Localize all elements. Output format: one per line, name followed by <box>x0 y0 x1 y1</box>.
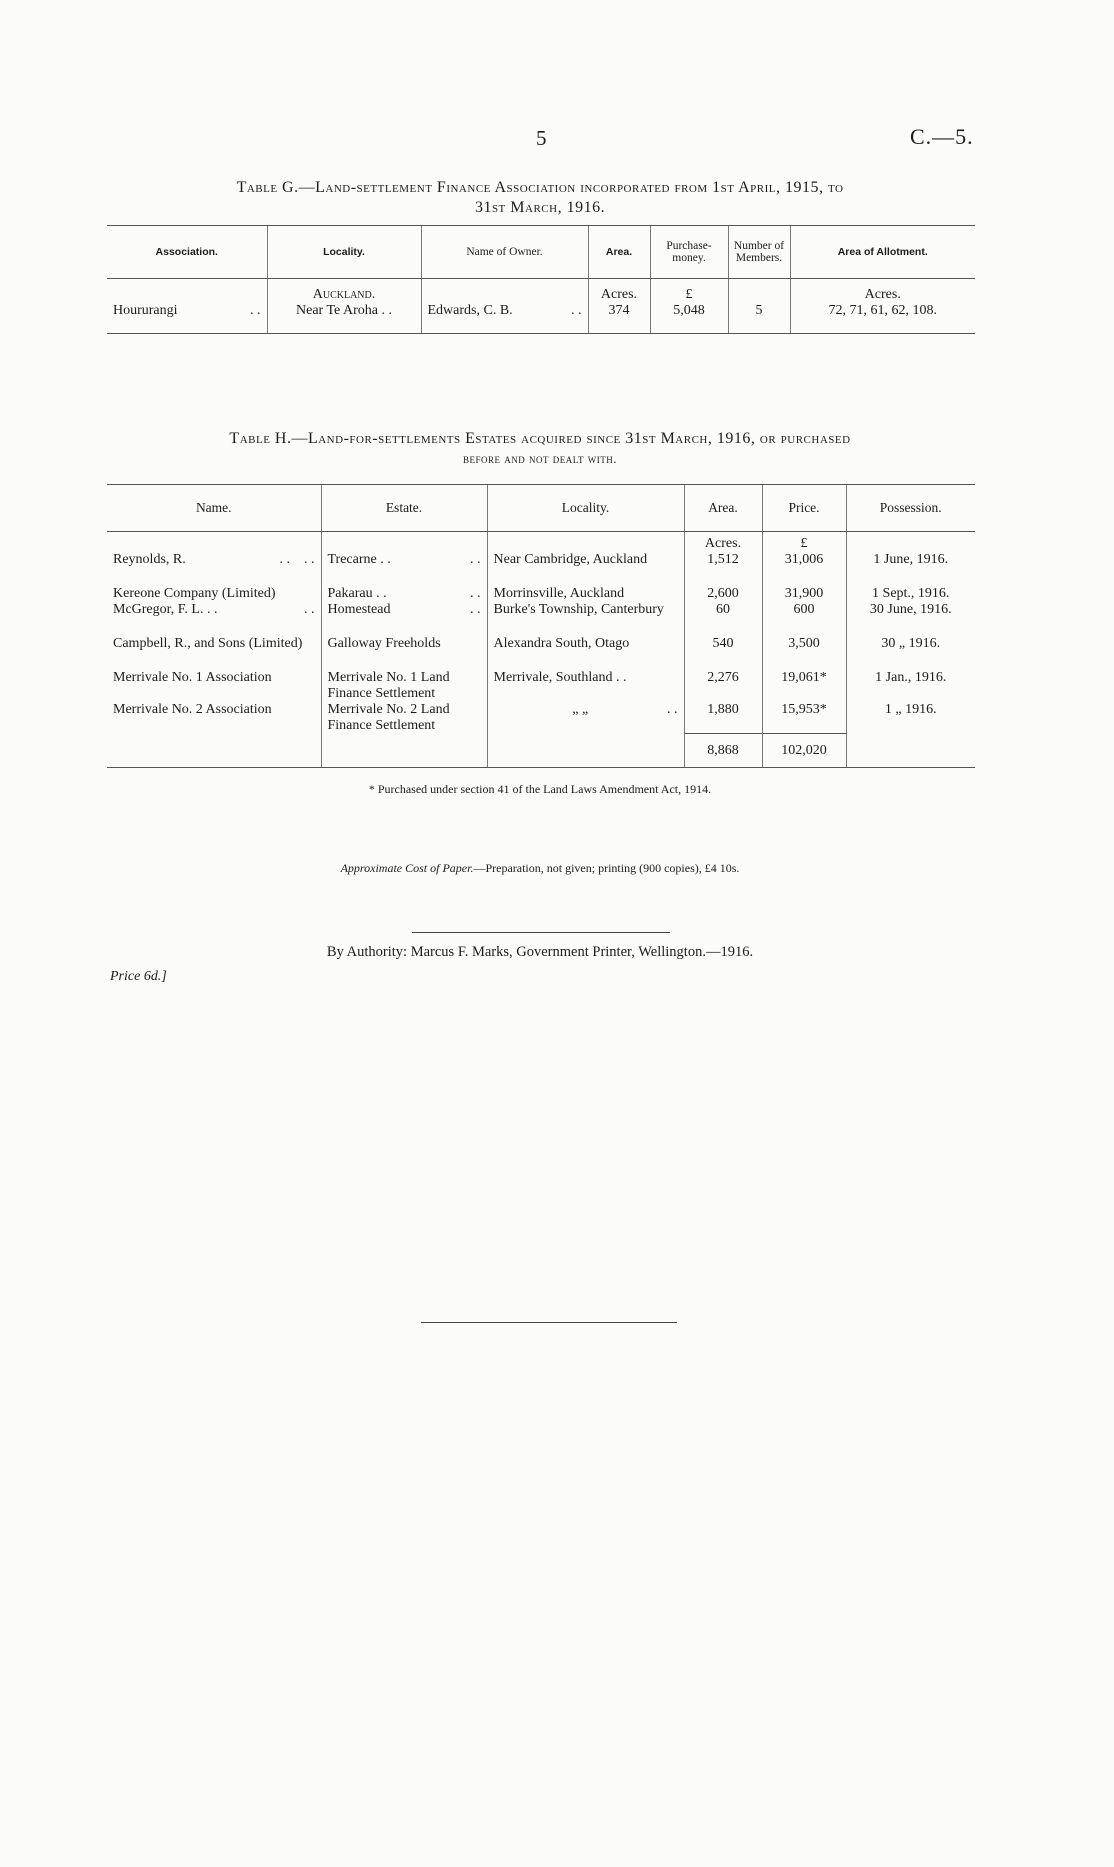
col-header-locality: Locality. <box>267 226 421 279</box>
table-row <box>107 279 975 334</box>
cell-price: 3,500 <box>762 636 846 670</box>
cell-possession: 1 Jan., 1916. <box>846 670 975 702</box>
col-header-name: Name. <box>107 485 321 532</box>
divider <box>412 932 670 933</box>
cell-possession: 1 June, 1916. <box>846 552 975 586</box>
table-h-caption-line1: Table H.—Land-for-settlements Estates acquired since 31st March, 1916, or purchased <box>229 430 851 447</box>
cost-label: Approximate Cost of Paper. <box>340 861 474 875</box>
cell-possession: 1 Sept., 1916. <box>846 586 975 602</box>
cell-area: 2,276 <box>684 670 762 702</box>
printer-authority: By Authority: Marcus F. Marks, Government Printer, Wellington.—1916. <box>326 944 754 960</box>
cell-estate: Merrivale No. 1 Land Finance Settlement <box>321 670 487 702</box>
table-row <box>107 636 975 670</box>
price-unit: £ <box>762 532 846 552</box>
table-h-caption-line2: before and not dealt with. <box>463 451 617 466</box>
total-price: 102,020 <box>762 734 846 768</box>
table-row <box>107 702 975 734</box>
table-row <box>107 552 975 586</box>
area-unit: Acres. <box>684 532 762 552</box>
cell-price: 19,061* <box>762 670 846 702</box>
cell-area: 1,880 <box>684 702 762 734</box>
table-h-caption <box>100 429 980 469</box>
cell-locality: Alexandra South, Otago <box>487 636 684 670</box>
cell-name: Kereone Company (Limited) <box>113 585 276 601</box>
cell-area: 1,512 <box>684 552 762 586</box>
col-header-association: Association. <box>107 226 267 279</box>
region-label: Auckland. <box>312 287 376 302</box>
cost-of-paper <box>100 861 980 876</box>
col-header-estate: Estate. <box>321 485 487 532</box>
table-h-footnote: * Purchased under section 41 of the Land Laws Amendment Act, 1914. <box>368 782 712 796</box>
cell-name: Reynolds, R. . . . . <box>113 551 315 567</box>
cell-locality: Merrivale, Southland . . <box>487 670 684 702</box>
cell-owner: Edwards, C. B. . . <box>421 279 588 334</box>
cell-members: 5 <box>728 279 790 334</box>
page-number: 5 <box>536 126 547 150</box>
cell-area: 540 <box>684 636 762 670</box>
cell-name: Merrivale No. 2 Association <box>113 701 272 717</box>
cell-estate: Galloway Freeholds <box>321 636 487 670</box>
total-area: 8,868 <box>684 734 762 768</box>
cell-name: Campbell, R., and Sons (Limited) <box>113 635 303 651</box>
table-g-caption <box>100 178 980 218</box>
cell-purchase-money: £ 5,048 <box>650 279 728 334</box>
cell-locality: Burke's Township, Canterbury <box>487 602 684 636</box>
cell-association: Hoururangi . . <box>107 279 267 334</box>
cell-locality: Near Cambridge, Auckland <box>487 552 684 586</box>
cell-possession: 30 June, 1916. <box>846 602 975 636</box>
totals-row <box>107 734 975 768</box>
col-header-price: Price. <box>762 485 846 532</box>
cell-price: 600 <box>762 602 846 636</box>
table-row <box>107 586 975 602</box>
price-note: Price 6d.] <box>110 969 167 984</box>
cell-estate: Merrivale No. 2 Land Finance Settlement <box>321 702 487 734</box>
cell-name: Merrivale No. 1 Association <box>113 669 272 685</box>
table-g-caption-line1: Table G.—Land-settlement Finance Association incorporated from 1st April, 1915, to <box>236 179 844 196</box>
document-reference: C.—5. <box>910 124 974 149</box>
cell-area: Acres. 374 <box>588 279 650 334</box>
cell-price: 15,953* <box>762 702 846 734</box>
cell-price: 31,900 <box>762 586 846 602</box>
col-header-members: Number of Members. <box>728 226 790 279</box>
cell-price: 31,006 <box>762 552 846 586</box>
table-g <box>107 225 975 334</box>
table-g-caption-line2: 31st March, 1916. <box>474 199 606 216</box>
table-row <box>107 602 975 636</box>
cell-locality: Auckland. Near Te Aroha . . <box>267 279 421 334</box>
col-header-allotment: Area of Allotment. <box>790 226 975 279</box>
cell-possession: 1 „ 1916. <box>846 702 975 734</box>
cell-estate: Pakarau . . . . <box>321 586 487 602</box>
col-header-purchase-money: Purchase-money. <box>650 226 728 279</box>
divider <box>421 1322 677 1323</box>
cell-locality: „ „ . . <box>487 702 684 734</box>
table-row <box>107 670 975 702</box>
col-header-locality: Locality. <box>487 485 684 532</box>
cell-locality: Morrinsville, Auckland <box>487 586 684 602</box>
cell-area: 2,600 <box>684 586 762 602</box>
cost-text: —Preparation, not given; printing (900 copies), £4 10s. <box>473 861 740 875</box>
cell-allotment: Acres. 72, 71, 61, 62, 108. <box>790 279 975 334</box>
col-header-possession: Possession. <box>846 485 975 532</box>
cell-name: McGregor, F. L. . . . . <box>113 601 315 617</box>
col-header-area: Area. <box>588 226 650 279</box>
cell-area: 60 <box>684 602 762 636</box>
cell-estate: Trecarne . . . . <box>321 552 487 586</box>
col-header-owner: Name of Owner. <box>421 226 588 279</box>
table-h <box>107 484 975 768</box>
col-header-area: Area. <box>684 485 762 532</box>
cell-possession: 30 „ 1916. <box>846 636 975 670</box>
cell-estate: Homestead . . <box>321 602 487 636</box>
